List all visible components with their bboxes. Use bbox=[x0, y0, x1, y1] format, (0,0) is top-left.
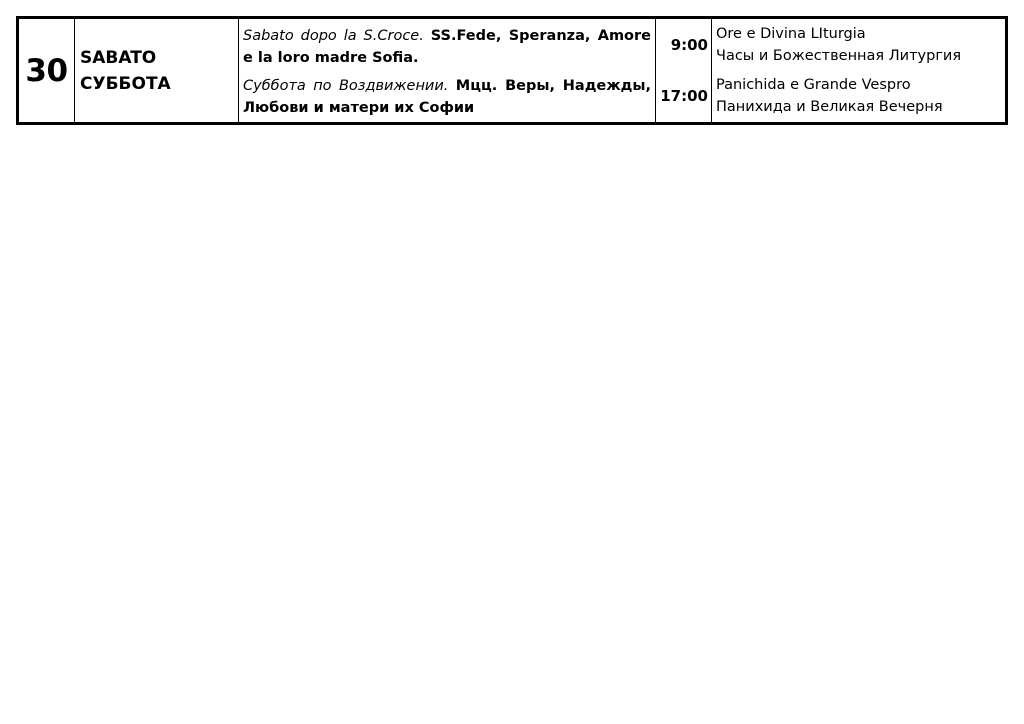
day-name-russian: СУББОТА bbox=[80, 73, 171, 94]
service-time-evening: 17:00 bbox=[660, 87, 708, 106]
schedule-row bbox=[16, 16, 1008, 125]
times-cell bbox=[656, 19, 712, 122]
day-number: 30 bbox=[19, 19, 75, 122]
service-morning bbox=[716, 19, 1005, 71]
service-evening-russian: Панихида и Великая Вечерня bbox=[716, 99, 943, 116]
feast-italian-occasion: Sabato dopo la S.Croce. bbox=[243, 28, 424, 44]
feast-russian bbox=[243, 75, 651, 119]
service-evening-italian: Panichida e Grande Vespro bbox=[716, 77, 911, 94]
service-time-morning: 9:00 bbox=[670, 35, 708, 54]
service-evening bbox=[716, 71, 1005, 123]
day-name-cell bbox=[75, 19, 239, 122]
service-morning-italian: Ore e Divina LIturgia bbox=[716, 25, 866, 42]
feast-russian-saints: Мцц. Веры, Надежды, Любови и матери их Софии bbox=[243, 78, 652, 116]
services-cell bbox=[712, 19, 1005, 122]
day-name-italian: SABATO bbox=[80, 47, 157, 68]
feast-italian-saints: SS.Fede, Speranza, Amore e la loro madre Sofia. bbox=[243, 28, 652, 66]
feast-russian-occasion: Суббота по Воздвижении. bbox=[243, 78, 449, 94]
service-morning-russian: Часы и Божественная Литургия bbox=[716, 47, 962, 64]
feast-italian bbox=[243, 25, 651, 69]
feast-cell bbox=[239, 19, 656, 122]
